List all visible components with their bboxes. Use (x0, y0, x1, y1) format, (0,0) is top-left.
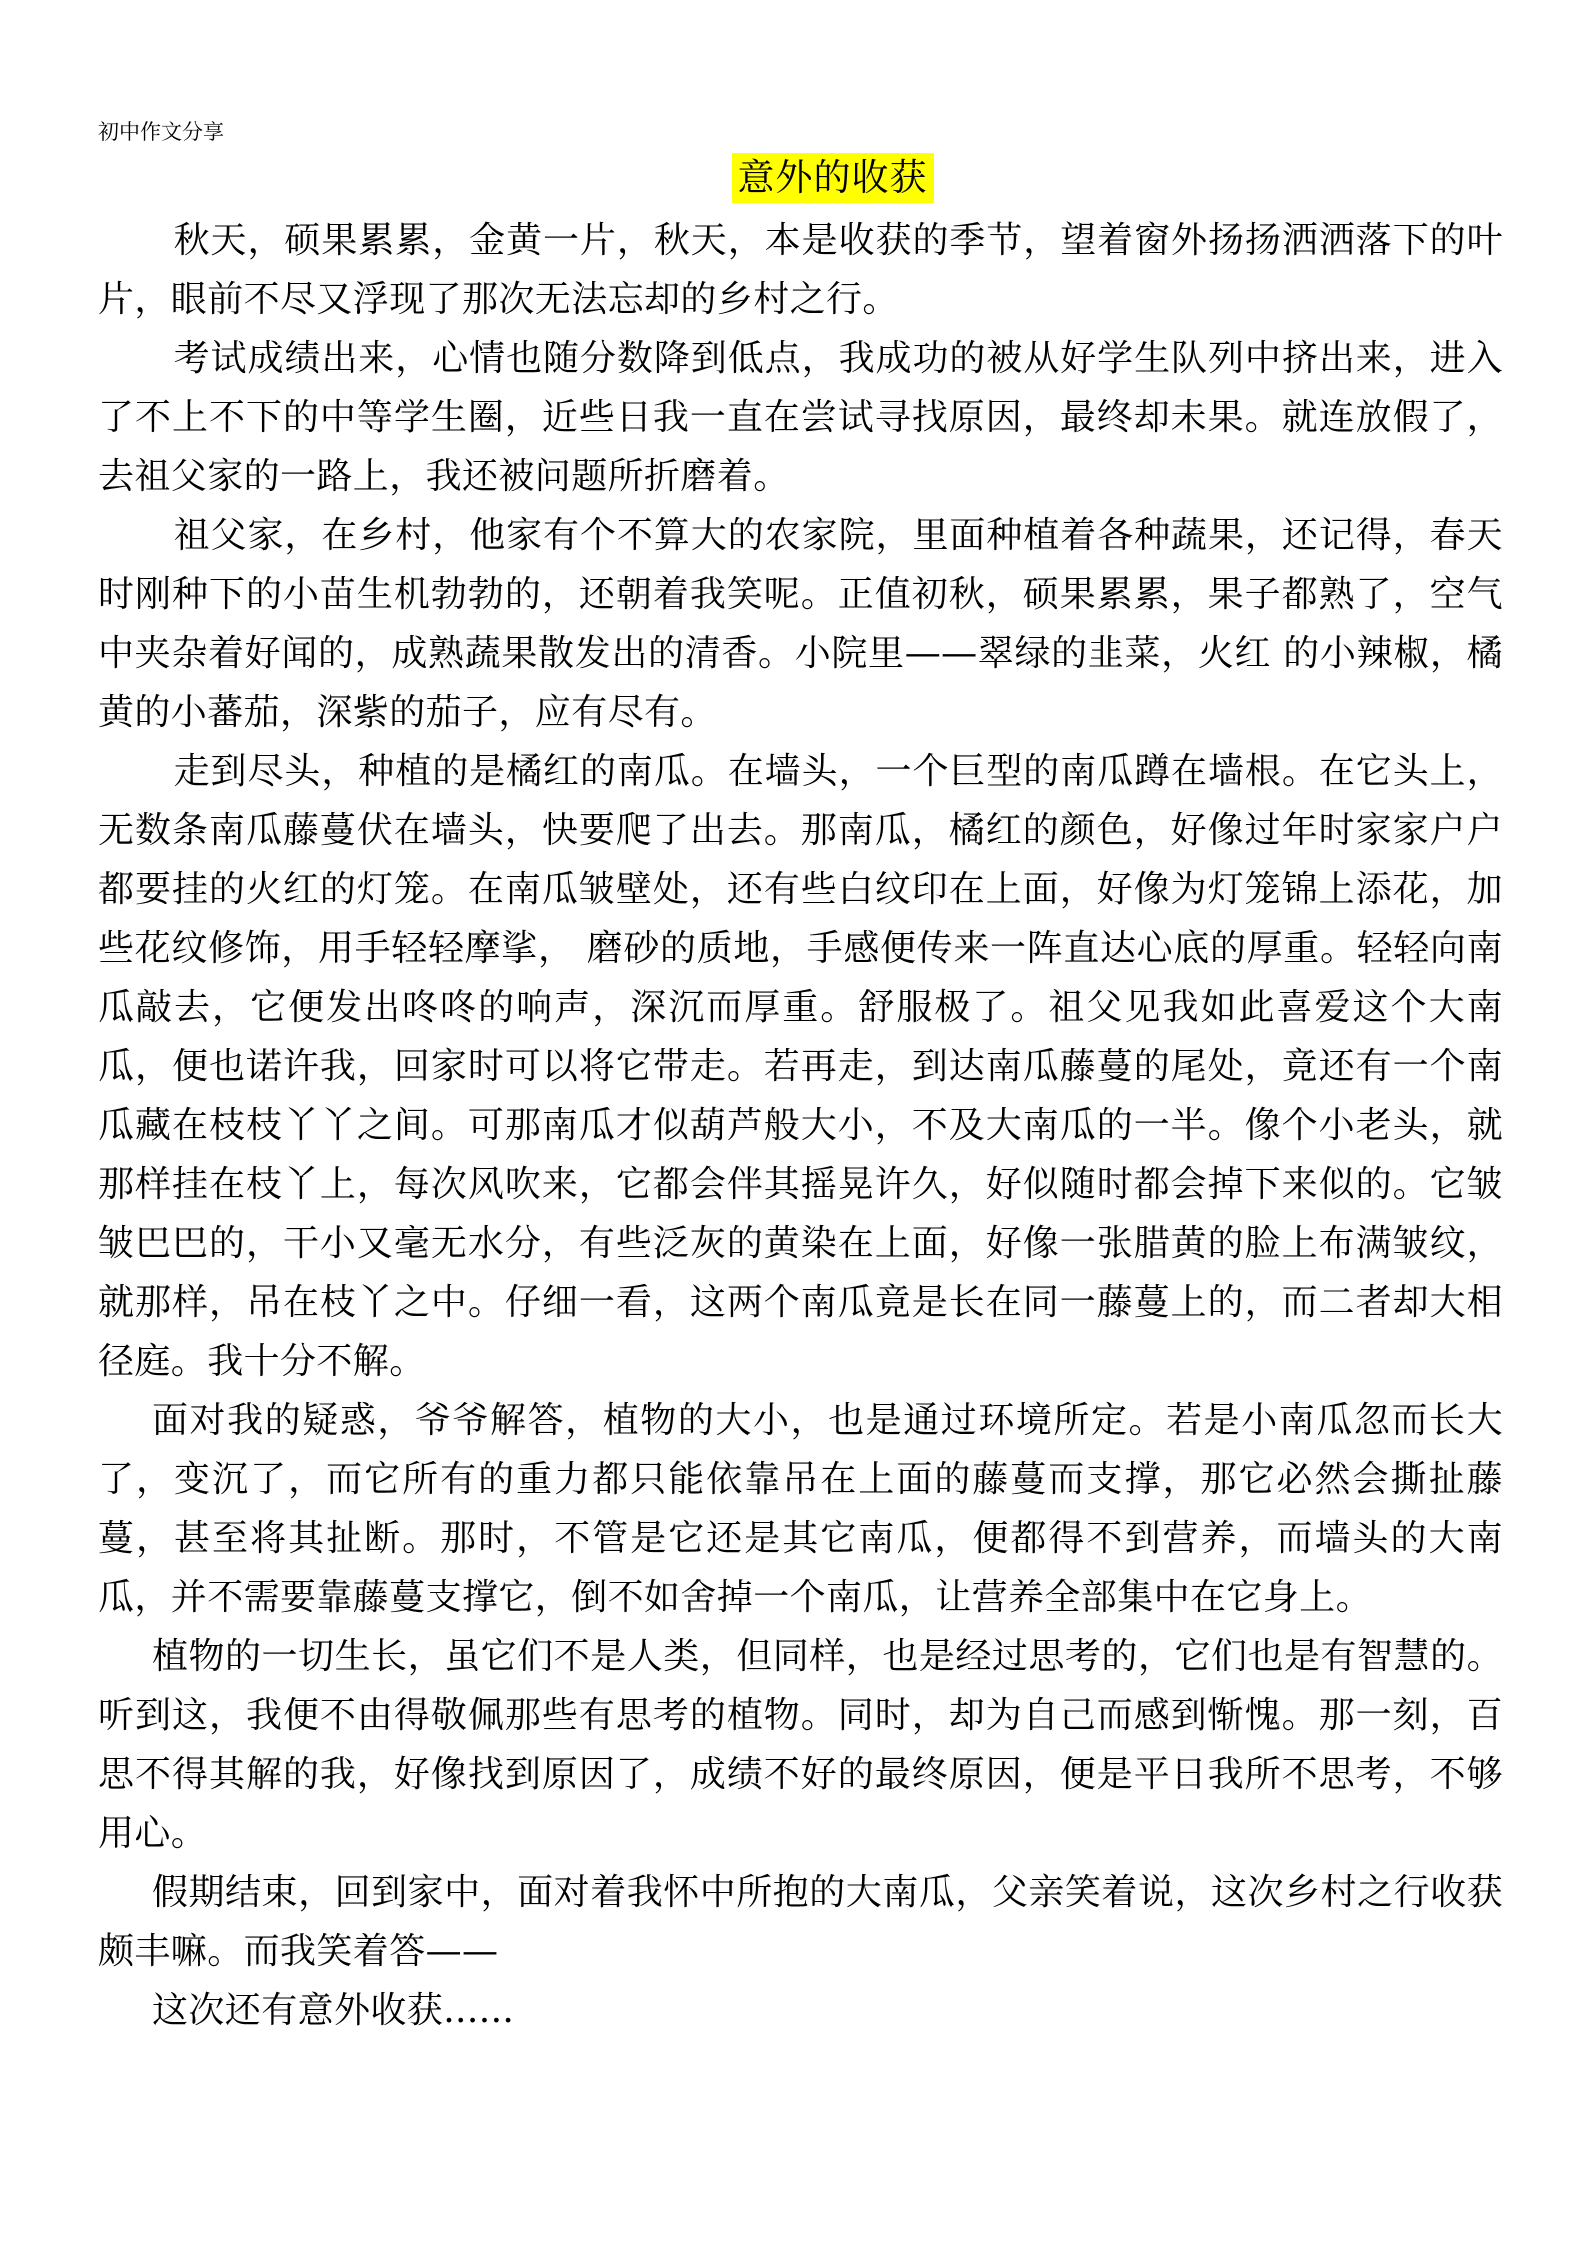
essay-title: 意外的收获 (732, 153, 934, 203)
essay-body (98, 211, 1503, 2040)
paragraph: 祖父家，在乡村，他家有个不算大的农家院，里面种植着各种蔬果，还记得，春天时刚种下的小苗生机勃勃的，还朝着我笑呢。正值初秋，硕果累累，果子都熟了，空气中夹杂着好闻的，成熟蔬果散发出的清香。小院里——翠绿的韭菜，火红 的小辣椒，橘黄的小蕃茄，深紫的茄子，应有尽有。 (98, 515, 1503, 733)
paragraph: 秋天，硕果累累，金黄一片，秋天，本是收获的季节，望着窗外扬扬洒洒落下的叶片，眼前不尽又浮现了那次无法忘却的乡村之行。 (98, 220, 1503, 320)
paragraph: 考试成绩出来，心情也随分数降到低点，我成功的被从好学生队列中挤出来，进入了不上不下的中等学生圈，近些日我一直在尝试寻找原因，最终却未果。就连放假了，去祖父家的一路上，我还被问题所折磨着。 (98, 338, 1503, 497)
paragraph: 假期结束，回到家中，面对着我怀中所抱的大南瓜，父亲笑着说，这次乡村之行收获颇丰嘛。而我笑着答—— (98, 1872, 1503, 1972)
title-container (0, 153, 1587, 203)
paragraph: 面对我的疑惑，爷爷解答，植物的大小，也是通过环境所定。若是小南瓜忽而长大了，变沉了，而它所有的重力都只能依靠吊在上面的藤蔓而支撑，那它必然会撕扯藤蔓，甚至将其扯断。那时，不管是它还是其它南瓜，便都得不到营养，而墙头的大南瓜，并不需要靠藤蔓支撑它，倒不如舍掉一个南瓜，让营养全部集中在它身上。 (98, 1400, 1503, 1618)
paragraph: 这次还有意外收获...... (152, 1990, 515, 2031)
paragraph: 植物的一切生长，虽它们不是人类，但同样，也是经过思考的，它们也是有智慧的。听到这，我便不由得敬佩那些有思考的植物。同时，却为自己而感到惭愧。那一刻，百思不得其解的我，好像找到原因了，成绩不好的最终原因，便是平日我所不思考，不够用心。 (98, 1636, 1503, 1854)
paragraph: 走到尽头，种植的是橘红的南瓜。在墙头，一个巨型的南瓜蹲在墙根。在它头上，无数条南瓜藤蔓伏在墙头，快要爬了出去。那南瓜，橘红的颜色，好像过年时家家户户都要挂的火红的灯笼。在南瓜皱壁处，还有些白纹印在上面，好像为灯笼锦上添花，加些花纹修饰，用手轻轻摩挲， 磨砂的质地，手感便传来一阵直达心底的厚重。轻轻向南瓜敲去，它便发出咚咚的响声，深沉而厚重。舒服极了。祖父见我如此喜爱这个大南瓜，便也诺许我，回家时可以将它带走。若再走，到达南瓜藤蔓的尾处，竟还有一个南瓜藏在枝枝丫丫之间。可那南瓜才似葫芦般大小，不及大南瓜的一半。像个小老头，就那样挂在枝丫上，每次风吹来，它都会伴其摇晃许久，好似随时都会掉下来似的。它皱皱巴巴的，干小又毫无水分，有些泛灰的黄染在上面，好像一张腊黄的脸上布满皱纹，就那样，吊在枝丫之中。仔细一看，这两个南瓜竟是长在同一藤蔓上的，而二者却大相径庭。我十分不解。 (98, 751, 1503, 1382)
header-label: 初中作文分享 (98, 120, 224, 144)
